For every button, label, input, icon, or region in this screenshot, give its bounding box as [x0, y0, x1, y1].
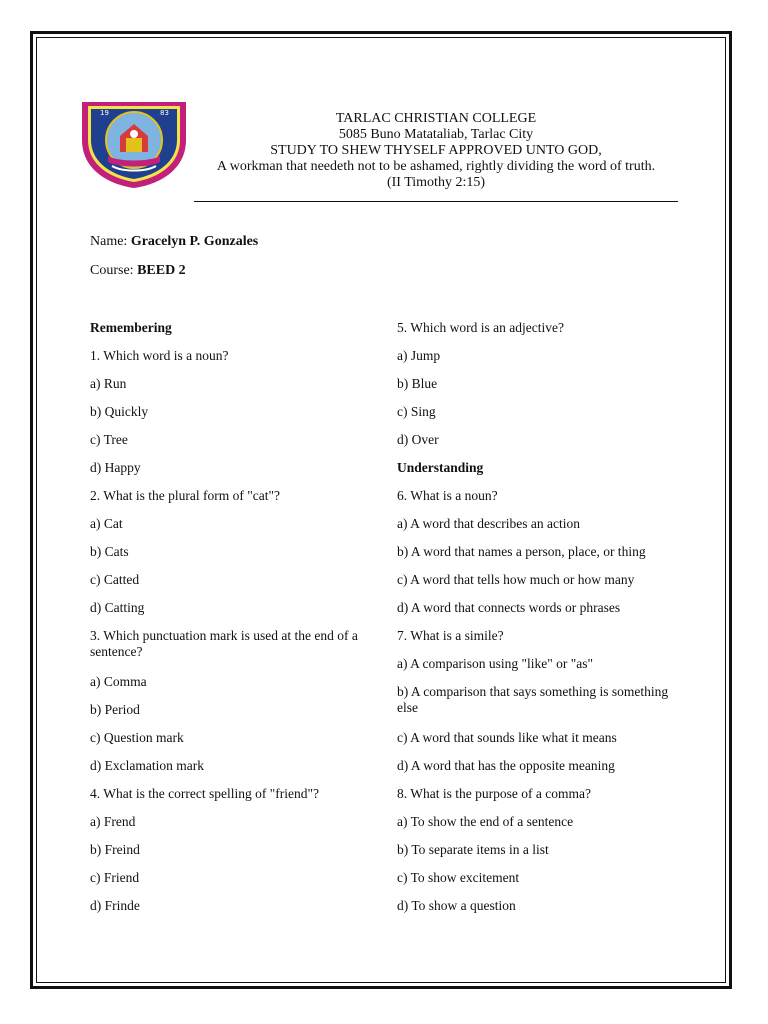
answer-option: a) To show the end of a sentence [397, 814, 574, 829]
answer-option: b) Period [90, 702, 140, 717]
answer-option: c) Question mark [90, 730, 184, 745]
answer-option: b) Cats [90, 544, 129, 559]
answer-option: d) A word that connects words or phrases [397, 600, 621, 615]
question-text: 4. What is the correct spelling of "friend"? [90, 786, 319, 801]
answer-option: d) To show a question [397, 898, 516, 913]
answer-option: a) Run [90, 376, 127, 391]
answer-option: d) Over [397, 432, 439, 447]
answer-option: d) A word that has the opposite meaning [397, 758, 615, 773]
college-address: 5085 Buno Matataliab, Tarlac City [338, 127, 534, 142]
question-text: 3. Which punctuation mark is used at the end of a sentence? [90, 628, 358, 659]
bible-reference: (II Timothy 2:15) [386, 175, 485, 190]
answer-option: a) Jump [397, 348, 441, 363]
answer-option: a) A word that describes an action [397, 516, 580, 531]
answer-option: c) Catted [90, 572, 140, 587]
logo-year-left: 19 [100, 109, 109, 117]
answer-option: c) Friend [90, 870, 140, 885]
question-text: 7. What is a simile? [397, 628, 504, 643]
answer-option: c) To show excitement [397, 870, 520, 885]
header-divider [194, 201, 678, 202]
answer-option: c) A word that sounds like what it means [397, 730, 617, 745]
question-text: 2. What is the plural form of "cat"? [90, 488, 280, 503]
answer-option: d) Exclamation mark [90, 758, 204, 773]
course-value: BEED 2 [137, 263, 186, 278]
answer-option: c) Sing [397, 404, 436, 419]
answer-option: a) Cat [90, 516, 123, 531]
college-seal-logo [78, 96, 190, 190]
answer-option: c) A word that tells how much or how many [397, 572, 635, 587]
question-text: 8. What is the purpose of a comma? [397, 786, 591, 801]
question-text: 5. Which word is an adjective? [397, 320, 564, 335]
answer-option: d) Happy [90, 460, 141, 475]
college-header [194, 111, 678, 191]
section-heading: Remembering [90, 320, 172, 335]
answer-option: b) A comparison that says something is something else [397, 684, 669, 715]
question-text: 1. Which word is a noun? [90, 348, 229, 363]
answer-option: a) Frend [90, 814, 136, 829]
answer-option: b) To separate items in a list [397, 842, 549, 857]
name-value: Gracelyn P. Gonzales [130, 234, 259, 249]
answer-option: c) Tree [90, 432, 128, 447]
answer-option: b) Blue [397, 376, 438, 391]
questions-left-column [90, 320, 380, 926]
answer-option: a) Comma [90, 674, 147, 689]
student-name-line [90, 234, 258, 250]
course-label: Course: [90, 263, 138, 278]
questions-right-column [397, 320, 687, 926]
answer-option: b) Freind [90, 842, 140, 857]
question-text: 6. What is a noun? [397, 488, 498, 503]
student-course-line [90, 263, 186, 279]
logo-year-right: 83 [160, 109, 169, 117]
answer-option: d) Frinde [90, 898, 140, 913]
college-motto-line1: STUDY TO SHEW THYSELF APPROVED UNTO GOD, [270, 143, 602, 158]
college-name: TARLAC CHRISTIAN COLLEGE [335, 111, 537, 126]
answer-option: b) A word that names a person, place, or thing [397, 544, 646, 559]
answer-option: b) Quickly [90, 404, 149, 419]
college-motto-line2: A workman that needeth not to be ashamed, rightly dividing the word of truth. [216, 159, 656, 174]
section-heading: Understanding [397, 460, 484, 475]
answer-option: d) Catting [90, 600, 145, 615]
name-label: Name: [90, 234, 131, 249]
answer-option: a) A comparison using "like" or "as" [397, 656, 594, 671]
